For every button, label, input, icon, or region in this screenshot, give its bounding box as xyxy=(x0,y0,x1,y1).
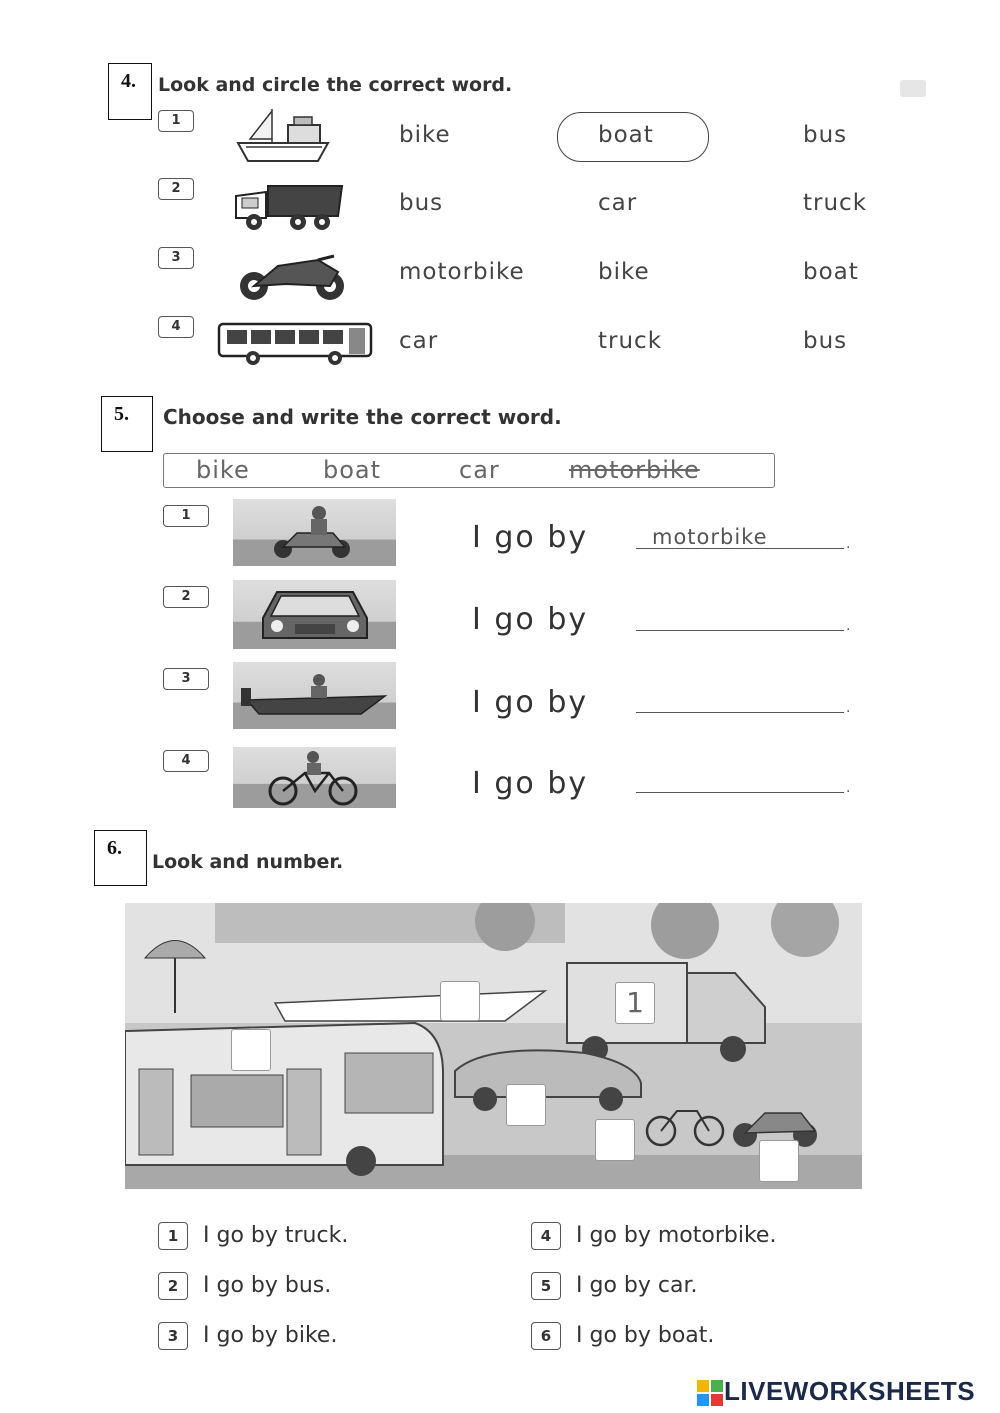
s5-row-2-number: 2 xyxy=(163,586,209,608)
scene-answer-box-car[interactable] xyxy=(506,1084,546,1126)
s4-row-1-word-1[interactable]: bike xyxy=(399,122,451,148)
s5-row-2-answer-line xyxy=(636,630,844,631)
scene-answer-box-bike[interactable] xyxy=(595,1119,635,1161)
option-4-number: 4 xyxy=(531,1222,561,1250)
option-3-number: 3 xyxy=(158,1322,188,1350)
option-6-number: 6 xyxy=(531,1322,561,1350)
s5-row-1-period: . xyxy=(846,536,851,552)
s4-row-2-word-1[interactable]: bus xyxy=(399,190,444,216)
s5-row-2-period: . xyxy=(846,618,851,634)
s4-row-1-number: 1 xyxy=(158,110,194,132)
word-bank-item-1: bike xyxy=(196,456,250,484)
s4-row-4-number: 4 xyxy=(158,316,194,338)
motorbike-icon xyxy=(234,250,352,302)
street-scene-illustration xyxy=(125,903,862,1189)
option-5-number: 5 xyxy=(531,1272,561,1300)
s4-row-2-number: 2 xyxy=(158,178,194,200)
s4-row-1-word-2[interactable]: boat xyxy=(598,122,654,148)
truck-icon xyxy=(232,178,344,234)
car-icon xyxy=(253,584,377,646)
s4-row-4-word-2[interactable]: truck xyxy=(598,328,663,354)
s4-row-4-word-3[interactable]: bus xyxy=(803,328,848,354)
s4-row-3-word-3[interactable]: boat xyxy=(803,259,859,285)
boat-icon xyxy=(236,107,330,165)
s4-row-3-word-2[interactable]: bike xyxy=(598,259,650,285)
word-bank-item-4: motorbike xyxy=(569,456,700,484)
section-6-number: 6. xyxy=(94,830,147,886)
option-3-text: I go by bike. xyxy=(203,1323,338,1348)
s5-row-3-sentence: I go by xyxy=(472,685,589,720)
s5-row-4-number: 4 xyxy=(163,750,209,772)
s5-row-3-period: . xyxy=(846,700,851,716)
s4-row-3-number: 3 xyxy=(158,247,194,269)
s5-row-3-answer-line xyxy=(636,712,844,713)
s4-row-1-word-3[interactable]: bus xyxy=(803,122,848,148)
bike-icon xyxy=(263,749,363,807)
scene-answer-box-bus[interactable] xyxy=(231,1029,271,1071)
option-1-number: 1 xyxy=(158,1222,188,1250)
scene-answer-box-motorbike[interactable] xyxy=(759,1140,799,1182)
s4-row-4-word-1[interactable]: car xyxy=(399,328,439,354)
s5-row-4-sentence: I go by xyxy=(472,766,589,801)
car-photo xyxy=(233,580,396,649)
s5-row-1-sentence: I go by xyxy=(472,520,589,555)
s5-row-2-sentence: I go by xyxy=(472,602,589,637)
section-4-number: 4. xyxy=(108,63,152,120)
boat-icon xyxy=(239,674,389,718)
motorbike-icon xyxy=(263,503,363,561)
option-2-number: 2 xyxy=(158,1272,188,1300)
word-bank-item-2: boat xyxy=(323,456,382,484)
option-2-text: I go by bus. xyxy=(203,1273,332,1298)
option-6-text: I go by boat. xyxy=(576,1323,715,1348)
s5-row-1-number: 1 xyxy=(163,505,209,527)
word-bank-item-3: car xyxy=(459,456,500,484)
s4-row-3-word-1[interactable]: motorbike xyxy=(399,259,525,285)
s4-row-2-word-3[interactable]: truck xyxy=(803,190,868,216)
option-1-text: I go by truck. xyxy=(203,1223,349,1248)
top-right-mark xyxy=(900,80,926,97)
section-4-instruction: Look and circle the correct word. xyxy=(158,74,513,96)
motorbike-photo xyxy=(233,499,396,566)
bike-photo xyxy=(233,747,396,808)
section-5-instruction: Choose and write the correct word. xyxy=(163,405,562,429)
liveworksheets-logo-icon xyxy=(697,1380,723,1406)
s5-row-1-answer[interactable]: motorbike xyxy=(652,525,768,549)
scene-label-truck xyxy=(615,982,655,1024)
s5-row-4-period: . xyxy=(846,780,851,796)
scene-answer-box-boat[interactable] xyxy=(440,981,480,1021)
boat-photo xyxy=(233,662,396,729)
s5-row-1-answer-line xyxy=(636,548,844,549)
scene-example-number: 1 xyxy=(626,986,644,1019)
section-5-number: 5. xyxy=(101,396,153,452)
bus-icon xyxy=(217,320,375,368)
option-4-text: I go by motorbike. xyxy=(576,1223,777,1248)
s4-row-2-word-2[interactable]: car xyxy=(598,190,638,216)
liveworksheets-logo[interactable]: LIVEWORKSHEETS xyxy=(724,1376,976,1406)
section-6-instruction: Look and number. xyxy=(152,851,344,873)
s5-row-4-answer-line xyxy=(636,792,844,793)
option-5-text: I go by car. xyxy=(576,1273,698,1298)
s5-row-3-number: 3 xyxy=(163,668,209,690)
